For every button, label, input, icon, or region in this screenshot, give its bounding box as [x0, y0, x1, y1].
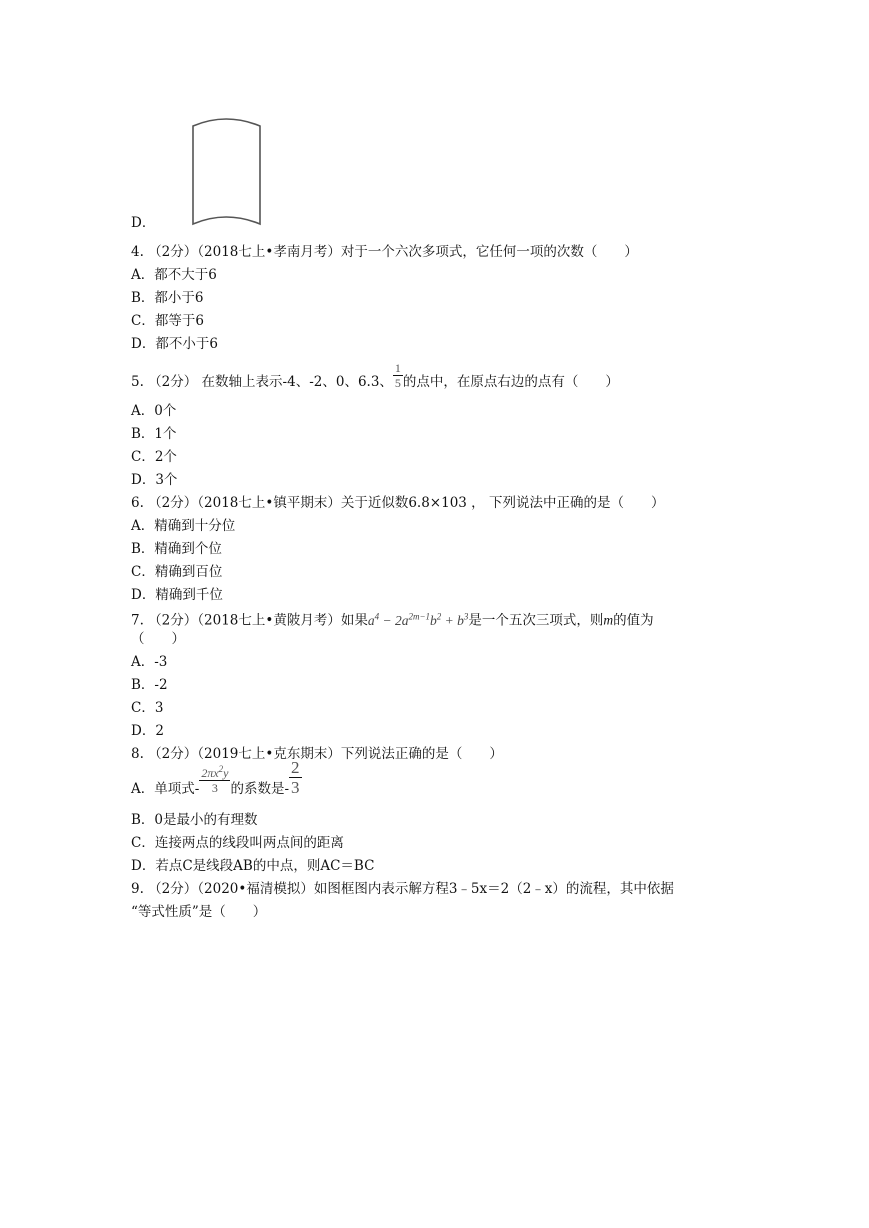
q8-monomial-fraction: $\frac{2\pi x^2y}{3}$ — [201, 764, 229, 795]
q6-stem: 6. （2分）（2018七上•镇平期末）关于近似数6.8×103 ， 下列说法中正确的是（ ） — [131, 495, 665, 511]
q5-option-d: D．3个 — [131, 472, 178, 488]
q9-stem-line2: “等式性质”是（ ） — [131, 904, 267, 920]
q4-option-b: B．都小于6 — [131, 290, 204, 306]
q8-option-c: C．连接两点的线段叫两点间的距离 — [131, 835, 344, 851]
q8-option-a-middle: 的系数是- — [230, 781, 290, 797]
q7-polynomial: $a^4 - 2a^{2m-1}b^2 + b^3$ — [367, 611, 469, 628]
q5-option-a: A．0个 — [131, 403, 177, 419]
q4-option-a: A．都不大于6 — [131, 267, 217, 283]
q7-option-a: A．-3 — [131, 654, 168, 670]
q5-option-c: C．2个 — [131, 449, 177, 465]
q4-option-d: D．都不小于6 — [131, 336, 218, 352]
q6-option-d: D．精确到千位 — [131, 587, 223, 603]
q7-stem-line2: （ ） — [131, 631, 185, 647]
q8-option-d: D．若点C是线段AB的中点，则AC＝BC — [131, 858, 375, 874]
q7-option-b: B．-2 — [131, 677, 168, 693]
q5-stem — [131, 361, 619, 391]
q7-stem — [131, 607, 654, 630]
q8-option-b: B．0是最小的有理数 — [131, 812, 258, 828]
q4-stem: 4. （2分）（2018七上•孝南月考）对于一个六次多项式，它任何一项的次数（ ） — [131, 244, 638, 260]
q8-option-a — [131, 758, 302, 798]
q8-option-a-before: A．单项式- — [131, 781, 200, 797]
q5-fraction: $\frac{1}{5}$ — [394, 361, 401, 390]
q6-option-b: B．精确到个位 — [131, 541, 222, 557]
q4-option-c: C．都等于6 — [131, 313, 204, 329]
q8-stem: 8. （2分）（2019七上•克东期末）下列说法正确的是（ ） — [131, 746, 503, 762]
q3-option-d: D． — [131, 215, 156, 231]
q7-var-m: m — [603, 612, 614, 628]
q7-stem-end: 的值为 — [613, 612, 654, 629]
q7-option-d: D．2 — [131, 723, 164, 739]
q6-option-c: C．精确到百位 — [131, 564, 223, 580]
q6-option-a: A．精确到十分位 — [131, 518, 236, 534]
q7-stem-after: 是一个五次三项式，则 — [468, 612, 604, 629]
q9-stem-line1: 9. （2分）（2020•福清模拟）如图框图内表示解方程3﹣5x＝2（2﹣x）的流程，其中依据 — [131, 881, 674, 897]
curved-rectangle-figure — [188, 112, 266, 230]
q5-option-b: B．1个 — [131, 426, 177, 442]
q8-coefficient-fraction: $\frac{2}{3}$ — [291, 758, 300, 797]
q7-option-c: C．3 — [131, 700, 164, 716]
q5-stem-after: 的点中，在原点右边的点有（ ） — [402, 374, 619, 390]
q7-stem-before: 7. （2分）（2018七上•黄陂月考）如果 — [131, 612, 368, 629]
q5-stem-before: 5. （2分） 在数轴上表示-4、-2、0、6.3、 — [131, 374, 393, 390]
